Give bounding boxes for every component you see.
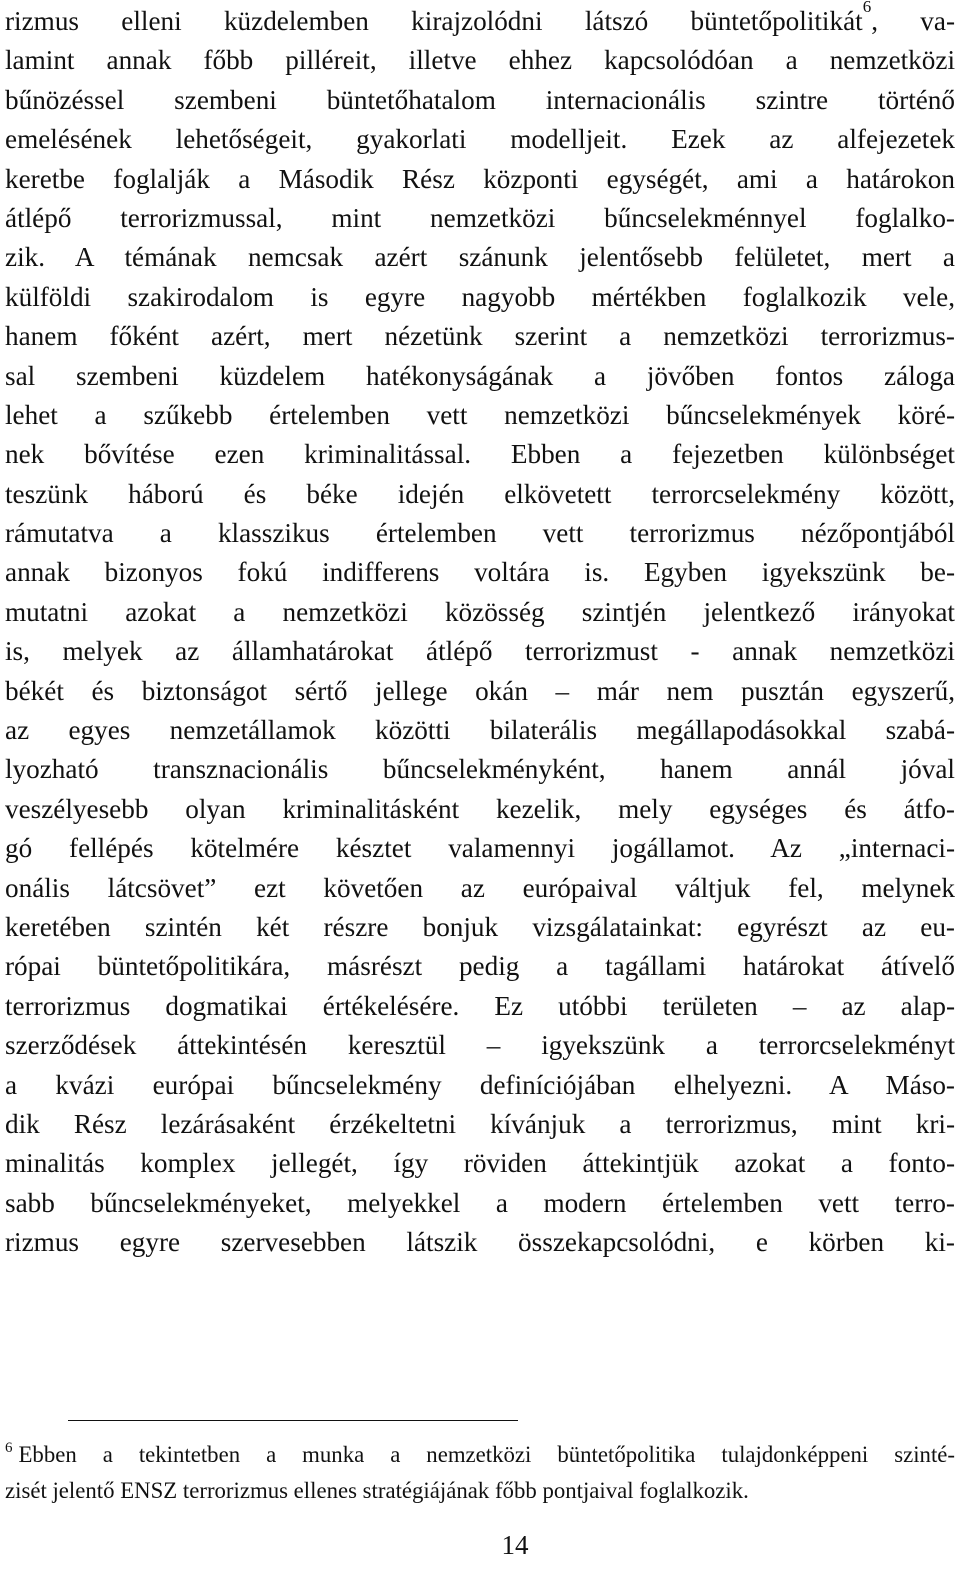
text-line: sabb bűncselekményeket, melyekkel a modern értelemben vett terro- <box>5 1187 955 1218</box>
text-line: teszünk háború és béke idején elkövetett terrorcselekmény között, <box>5 478 955 509</box>
text-line: terrorizmus dogmatikai értékelésére. Ez utóbbi területen – az alap- <box>5 990 955 1021</box>
text-line-suffix: , va- <box>871 6 955 36</box>
footnote-line <box>5 1437 955 1473</box>
footnote <box>5 1437 955 1509</box>
text-line <box>5 2 955 41</box>
text-line: nek bővítése ezen kriminalitással. Ebben a fejezetben különbséget <box>5 439 955 470</box>
text-line: rámutatva a klasszikus értelemben vett terrorizmus nézőpontjából <box>5 518 955 549</box>
text-line: emelésének lehetőségeit, gyakorlati modelljeit. Ezek az alfejezetek <box>5 124 955 155</box>
text-line: onális látcsövet” ezt követően az európaival váltjuk fel, melynek <box>5 872 955 903</box>
text-line: lyozható transznacionális bűncselekményként, hanem annál jóval <box>5 754 955 785</box>
page-number: 14 <box>501 1530 529 1560</box>
text-line: keretbe foglalják a Második Rész központi egységét, ami a határokon <box>5 163 955 194</box>
text-line: átlépő terrorizmussal, mint nemzetközi bűncselekménnyel foglalko- <box>5 202 955 233</box>
text-line: keretében szintén két részre bonjuk vizsgálatainkat: egyrészt az eu- <box>5 911 955 942</box>
text-line: is, melyek az államhatárokat átlépő terrorizmust - annak nemzetközi <box>5 636 955 667</box>
text-line: lehet a szűkebb értelemben vett nemzetközi bűncselekmények köré- <box>5 399 955 430</box>
text-line: veszélyesebb olyan kriminalitásként kezelik, mely egységes és átfo- <box>5 793 955 824</box>
text-line: békét és biztonságot sértő jellege okán – már nem pusztán egyszerű, <box>5 675 955 706</box>
text-line: az egyes nemzetállamok közötti bilaterális megállapodásokkal szabá- <box>5 715 955 746</box>
text-line: mutatni azokat a nemzetközi közösség szintjén jelentkező irányokat <box>5 596 955 627</box>
footnote-number: 6 <box>5 1440 13 1456</box>
footnote-reference[interactable]: 6 <box>862 0 872 16</box>
text-line: külföldi szakirodalom is egyre nagyobb mértékben foglalkozik vele, <box>5 281 955 312</box>
text-line: zik. A témának nemcsak azért szánunk jelentősebb felületet, mert a <box>5 242 955 273</box>
text-line: lamint annak főbb pilléreit, illetve ehhez kapcsolódóan a nemzetközi <box>5 45 955 76</box>
text-line: rizmus egyre szervesebben látszik összekapcsolódni, e körben ki- <box>5 1227 955 1258</box>
text-line: szerződések áttekintésén keresztül – igyekszünk a terrorcselekményt <box>5 1030 955 1061</box>
text-line: minalitás komplex jellegét, így röviden áttekintjük azokat a fonto- <box>5 1148 955 1179</box>
text-line: hanem főként azért, mert nézetünk szerint a nemzetközi terrorizmus- <box>5 321 955 352</box>
footnote-line: zisét jelentő ENSZ terrorizmus ellenes stratégiájának főbb pontjaival foglalkozik. <box>5 1478 749 1503</box>
text-line: rópai büntetőpolitikára, másrészt pedig a tagállami határokat átívelő <box>5 951 955 982</box>
text-line: a kvázi európai bűncselekmény definíciójában elhelyezni. A Máso- <box>5 1069 955 1100</box>
body-text <box>5 2 955 1263</box>
footnote-separator <box>68 1420 518 1421</box>
footnote-text: Ebben a tekintetben a munka a nemzetközi büntetőpolitika tulajdonképpeni szinté- <box>18 1442 955 1467</box>
text-line: bűnözéssel szembeni büntetőhatalom internacionális szintre történő <box>5 84 955 115</box>
text-line: gó fellépés kötelmére késztet valamennyi jogállamot. Az „internaci- <box>5 833 955 864</box>
text-line: annak bizonyos fokú indifferens voltára is. Egyben igyekszünk be- <box>5 557 955 588</box>
text-line-content: rizmus elleni küzdelemben kirajzolódni látszó büntetőpolitikát <box>5 6 863 36</box>
text-line: sal szembeni küzdelem hatékonyságának a jövőben fontos záloga <box>5 360 955 391</box>
text-line: dik Rész lezárásaként érzékeltetni kívánjuk a terrorizmus, mint kri- <box>5 1108 955 1139</box>
